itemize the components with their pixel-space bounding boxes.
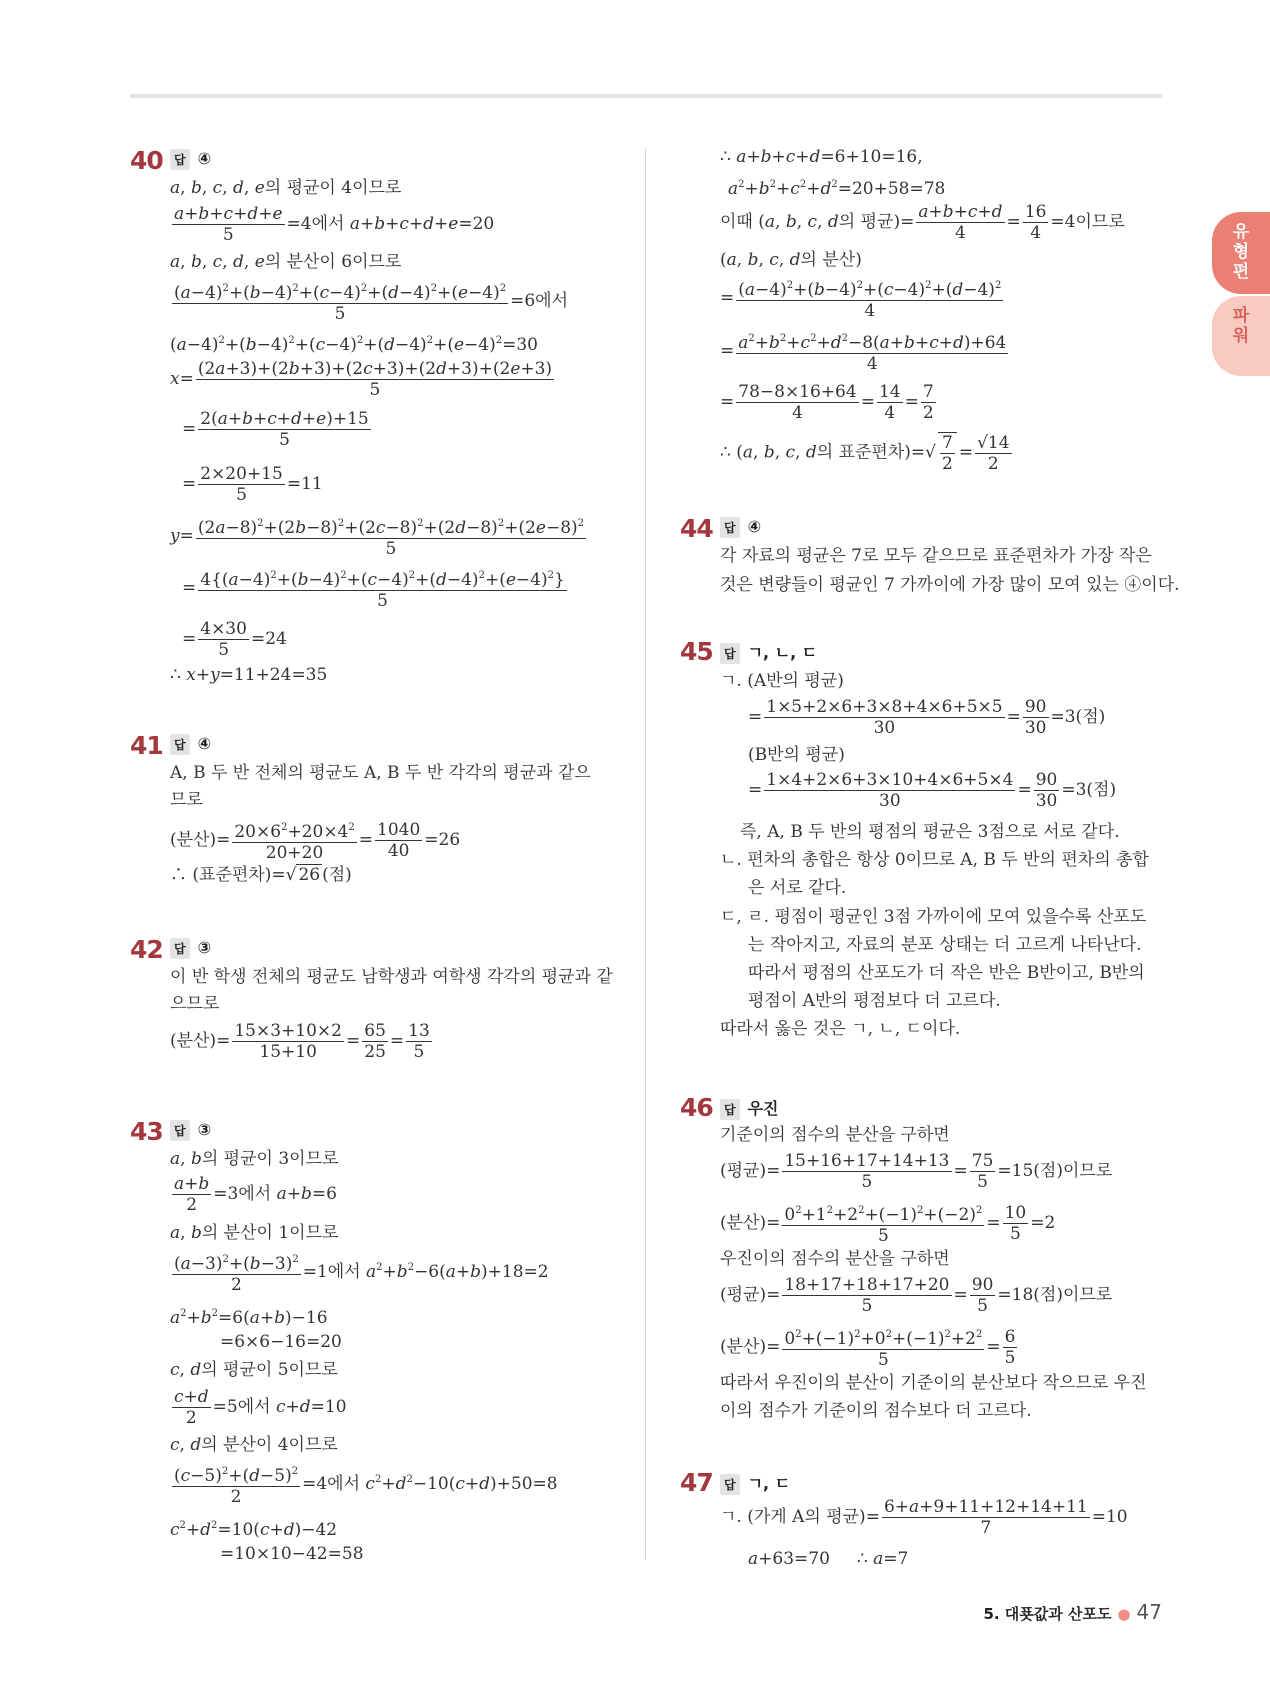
solution-text: 므로 xyxy=(170,790,203,810)
solution-line: (평균)= $\frac{18+17+18+17+20}{5}$ = $\frac{90}{5}$ =18(점)이므로 xyxy=(720,1275,1113,1316)
solution-line: a, b의 평균이 3이므로 xyxy=(170,1149,339,1169)
solution-line: = $\frac{4\{(a-4)^2+(b-4)^2+(c-4)^2+(d-4)^2+(e-4)^2\}}{5}$ xyxy=(182,566,569,611)
answer-value: ④ xyxy=(197,149,212,168)
solution-line: = $\frac{1\times 4+2\times 6+3\times 10+4\times 6+5\times 4}{30}$ = $\frac{90}{30}$ =3(점) xyxy=(748,770,1117,811)
solution-line: = $\frac{a^2+b^2+c^2+d^2-8(a+b+c+d)+64}{4}$ xyxy=(720,329,1010,374)
solution-line: ㄴ. 편차의 총합은 항상 0이므로 A, B 두 반의 편차의 총합 xyxy=(720,850,1149,870)
problem-number: 46 xyxy=(680,1093,713,1122)
answer-badge: 답 xyxy=(720,1099,740,1120)
solution-line: = $\frac{2(a+b+c+d+e)+15}{5}$ xyxy=(182,409,369,450)
problem-number: 44 xyxy=(680,514,713,543)
solution-text: A, B 두 반 전체의 평균도 A, B 두 반 각각의 평균과 같으 xyxy=(170,763,591,783)
solution-line: ㄱ. (A반의 평균) xyxy=(720,671,844,691)
side-tab-type[interactable]: 유 형 편 xyxy=(1212,212,1270,294)
solution-text: 것은 변량들이 평균인 7 가까이에 가장 많이 모여 있는 ④이다. xyxy=(720,575,1180,595)
answer-badge: 답 xyxy=(720,517,740,538)
bullet-icon: ● xyxy=(1117,1605,1131,1623)
solution-line: $(a-4)^2+(b-4)^2+(c-4)^2+(d-4)^2+(e-4)^2=30$ xyxy=(170,335,538,355)
solution-line: a, b, c, d, e의 평균이 4이므로 xyxy=(170,178,402,198)
solution-line: =6×6−16=20 xyxy=(220,1332,342,1352)
solution-line: (분산)= $\frac{20\times 6^2+20\times 4^2}{20+20}$ = $\frac{1040}{40}$ =26 xyxy=(170,820,461,863)
answer-badge: 답 xyxy=(170,1120,190,1141)
solution-line: $\frac{a+b+c+d+e}{5}$ =4에서 a+b+c+d+e=20 xyxy=(174,204,495,245)
solution-line: (a, b, c, d의 분산) xyxy=(720,250,862,270)
solution-line: (분산)= $\frac{15\times 3+10\times 2}{15+10}$ = $\frac{65}{25}$ = $\frac{13}{5}$ xyxy=(170,1021,430,1062)
solution-line: x= $\frac{(2a+3)+(2b+3)+(2c+3)+(2d+3)+(2e+3)}{5}$ xyxy=(170,359,553,400)
top-rule xyxy=(130,94,1162,98)
solution-line: 즉, A, B 두 반의 평점의 평균은 3점으로 서로 같다. xyxy=(740,822,1120,842)
answer-value: ㄱ, ㄷ xyxy=(747,1474,791,1493)
solution-text: 이 반 학생 전체의 평균도 남학생과 여학생 각각의 평균과 같 xyxy=(170,967,613,987)
solution-line: 평점이 A반의 평점보다 더 고르다. xyxy=(748,991,1001,1011)
solution-line: 는 작아지고, 자료의 분포 상태는 더 고르게 나타난다. xyxy=(748,935,1142,955)
solution-line: (평균)= $\frac{15+16+17+14+13}{5}$ = $\frac{75}{5}$ =15(점)이므로 xyxy=(720,1151,1113,1192)
solution-line: = $\frac{78-8\times 16+64}{4}$ = $\frac{14}{4}$ = $\frac{7}{2}$ xyxy=(720,382,934,423)
solution-line: 이의 점수가 기준이의 점수보다 더 고르다. xyxy=(720,1401,1032,1421)
solution-text: 으므로 xyxy=(170,994,220,1014)
solution-line: = $\frac{1\times 5+2\times 6+3\times 8+4\times 6+5\times 5}{30}$ = $\frac{90}{30}$ =3(점) xyxy=(748,697,1106,738)
answer xyxy=(170,1120,211,1141)
solution-line: $\frac{c+d}{2}$ =5에서 c+d=10 xyxy=(174,1387,347,1428)
solution-line: ∴ (표준편차)=√ 26 (점) xyxy=(170,865,352,885)
solution-line: = $\frac{(a-4)^2+(b-4)^2+(c-4)^2+(d-4)^2}{4}$ xyxy=(720,276,1005,321)
solution-line: a, b, c, d, e의 분산이 6이므로 xyxy=(170,252,402,272)
answer xyxy=(170,938,211,959)
solution-line: ㄷ, ㄹ. 평점이 평균인 3점 가까이에 모여 있을수록 산포도 xyxy=(720,907,1147,927)
solution-line: c, d의 분산이 4이므로 xyxy=(170,1435,338,1455)
solution-line: 기준이의 점수의 분산을 구하면 xyxy=(720,1125,950,1145)
solution-line: $c^2+d^2=10(c+d)-42$ xyxy=(170,1520,338,1540)
solution-line: ∴ x+y=11+24=35 xyxy=(170,665,328,685)
solution-line: y= $\frac{(2a-8)^2+(2b-8)^2+(2c-8)^2+(2d-8)^2+(2e-8)^2}{5}$ xyxy=(170,514,588,559)
solution-line: ∴ a+b+c+d=6+10=16, xyxy=(720,147,923,167)
answer-value: ④ xyxy=(747,517,762,536)
answer-badge: 답 xyxy=(720,1474,740,1495)
answer xyxy=(170,149,211,170)
solution-line: 따라서 평점의 산포도가 더 작은 반은 B반이고, B반의 xyxy=(748,963,1145,983)
answer-value: ③ xyxy=(197,1120,212,1139)
problem-number: 45 xyxy=(680,637,713,666)
answer xyxy=(720,1471,790,1495)
solution-line: 이때 (a, b, c, d의 평균)= $\frac{a+b+c+d}{4}$ = $\frac{16}{4}$ =4이므로 xyxy=(720,202,1125,243)
answer-value: 우진 xyxy=(747,1099,779,1118)
answer xyxy=(720,1096,779,1120)
problem-number: 41 xyxy=(130,731,163,760)
problem-number: 42 xyxy=(130,935,163,964)
problem-number: 47 xyxy=(680,1468,713,1497)
solution-line: 따라서 우진이의 분산이 기준이의 분산보다 작으므로 우진 xyxy=(720,1373,1147,1393)
solution-line: 따라서 옳은 것은 ㄱ, ㄴ, ㄷ이다. xyxy=(720,1019,961,1039)
answer-badge: 답 xyxy=(170,734,190,755)
solution-line: a, b의 분산이 1이므로 xyxy=(170,1223,339,1243)
solution-line: (분산)= $\frac{0^2+1^2+2^2+(-1)^2+(-2)^2}{5}$ = $\frac{10}{5}$ =2 xyxy=(720,1203,1056,1246)
page-footer xyxy=(983,1600,1162,1624)
answer-value: ④ xyxy=(197,734,212,753)
solution-line: =10×10−42=58 xyxy=(220,1544,364,1564)
answer-badge: 답 xyxy=(720,643,740,664)
solution-line: $\frac{(c-5)^2+(d-5)^2}{2}$ =4에서 $c^2+d^2-10(c+d)+50=8$ xyxy=(170,1462,558,1507)
solution-line: ㄱ. (가게 A의 평균)= $\frac{6+a+9+11+12+14+11}{7}$ =10 xyxy=(720,1497,1128,1538)
problem-number: 43 xyxy=(130,1117,163,1146)
column-divider xyxy=(645,148,646,1560)
solution-line: a+63=70 ∴ a=7 xyxy=(748,1549,909,1569)
problem-number: 40 xyxy=(130,146,163,175)
answer-value: ③ xyxy=(197,938,212,957)
solution-line: $\frac{(a-3)^2+(b-3)^2}{2}$ =1에서 $a^2+b^2-6(a+b)+18=2$ xyxy=(170,1250,549,1295)
answer-value: ㄱ, ㄴ, ㄷ xyxy=(747,643,818,662)
solution-line: ∴ (a, b, c, d의 표준편차)=√ $\frac{7}{2}$ = $\frac{√14}{2}$ xyxy=(720,432,1010,474)
side-tab-power[interactable]: 파 워 xyxy=(1212,296,1270,376)
solution-line: $a^2+b^2+c^2+d^2=20+58=78$ xyxy=(728,179,946,199)
solution-line: = $\frac{4\times 30}{5}$ =24 xyxy=(182,619,287,660)
answer xyxy=(720,640,817,664)
page-number: 47 xyxy=(1136,1600,1162,1624)
solution-line: = $\frac{2\times 20+15}{5}$ =11 xyxy=(182,464,323,505)
answer xyxy=(170,734,211,755)
solution-text: 각 자료의 평균은 7로 모두 같으므로 표준편차가 가장 작은 xyxy=(720,546,1152,566)
answer xyxy=(720,517,761,538)
solution-line: $a^2+b^2=6(a+b)-16$ xyxy=(170,1308,328,1328)
solution-line: $\frac{(a-4)^2+(b-4)^2+(c-4)^2+(d-4)^2+(e-4)^2}{5}$ =6에서 xyxy=(170,279,568,324)
solution-line: (분산)= $\frac{0^2+(-1)^2+0^2+(-1)^2+2^2}{5}$ = $\frac{6}{5}$ xyxy=(720,1327,1016,1370)
chapter-title: 5. 대푯값과 산포도 xyxy=(983,1605,1112,1623)
solution-line: $\frac{a+b}{2}$ =3에서 a+b=6 xyxy=(174,1174,337,1215)
solution-line: c, d의 평균이 5이므로 xyxy=(170,1360,338,1380)
solution-line: 우진이의 점수의 분산을 구하면 xyxy=(720,1249,950,1269)
solution-line: (B반의 평균) xyxy=(748,745,845,765)
solution-line: 은 서로 같다. xyxy=(748,878,847,898)
answer-badge: 답 xyxy=(170,938,190,959)
answer-badge: 답 xyxy=(170,149,190,170)
